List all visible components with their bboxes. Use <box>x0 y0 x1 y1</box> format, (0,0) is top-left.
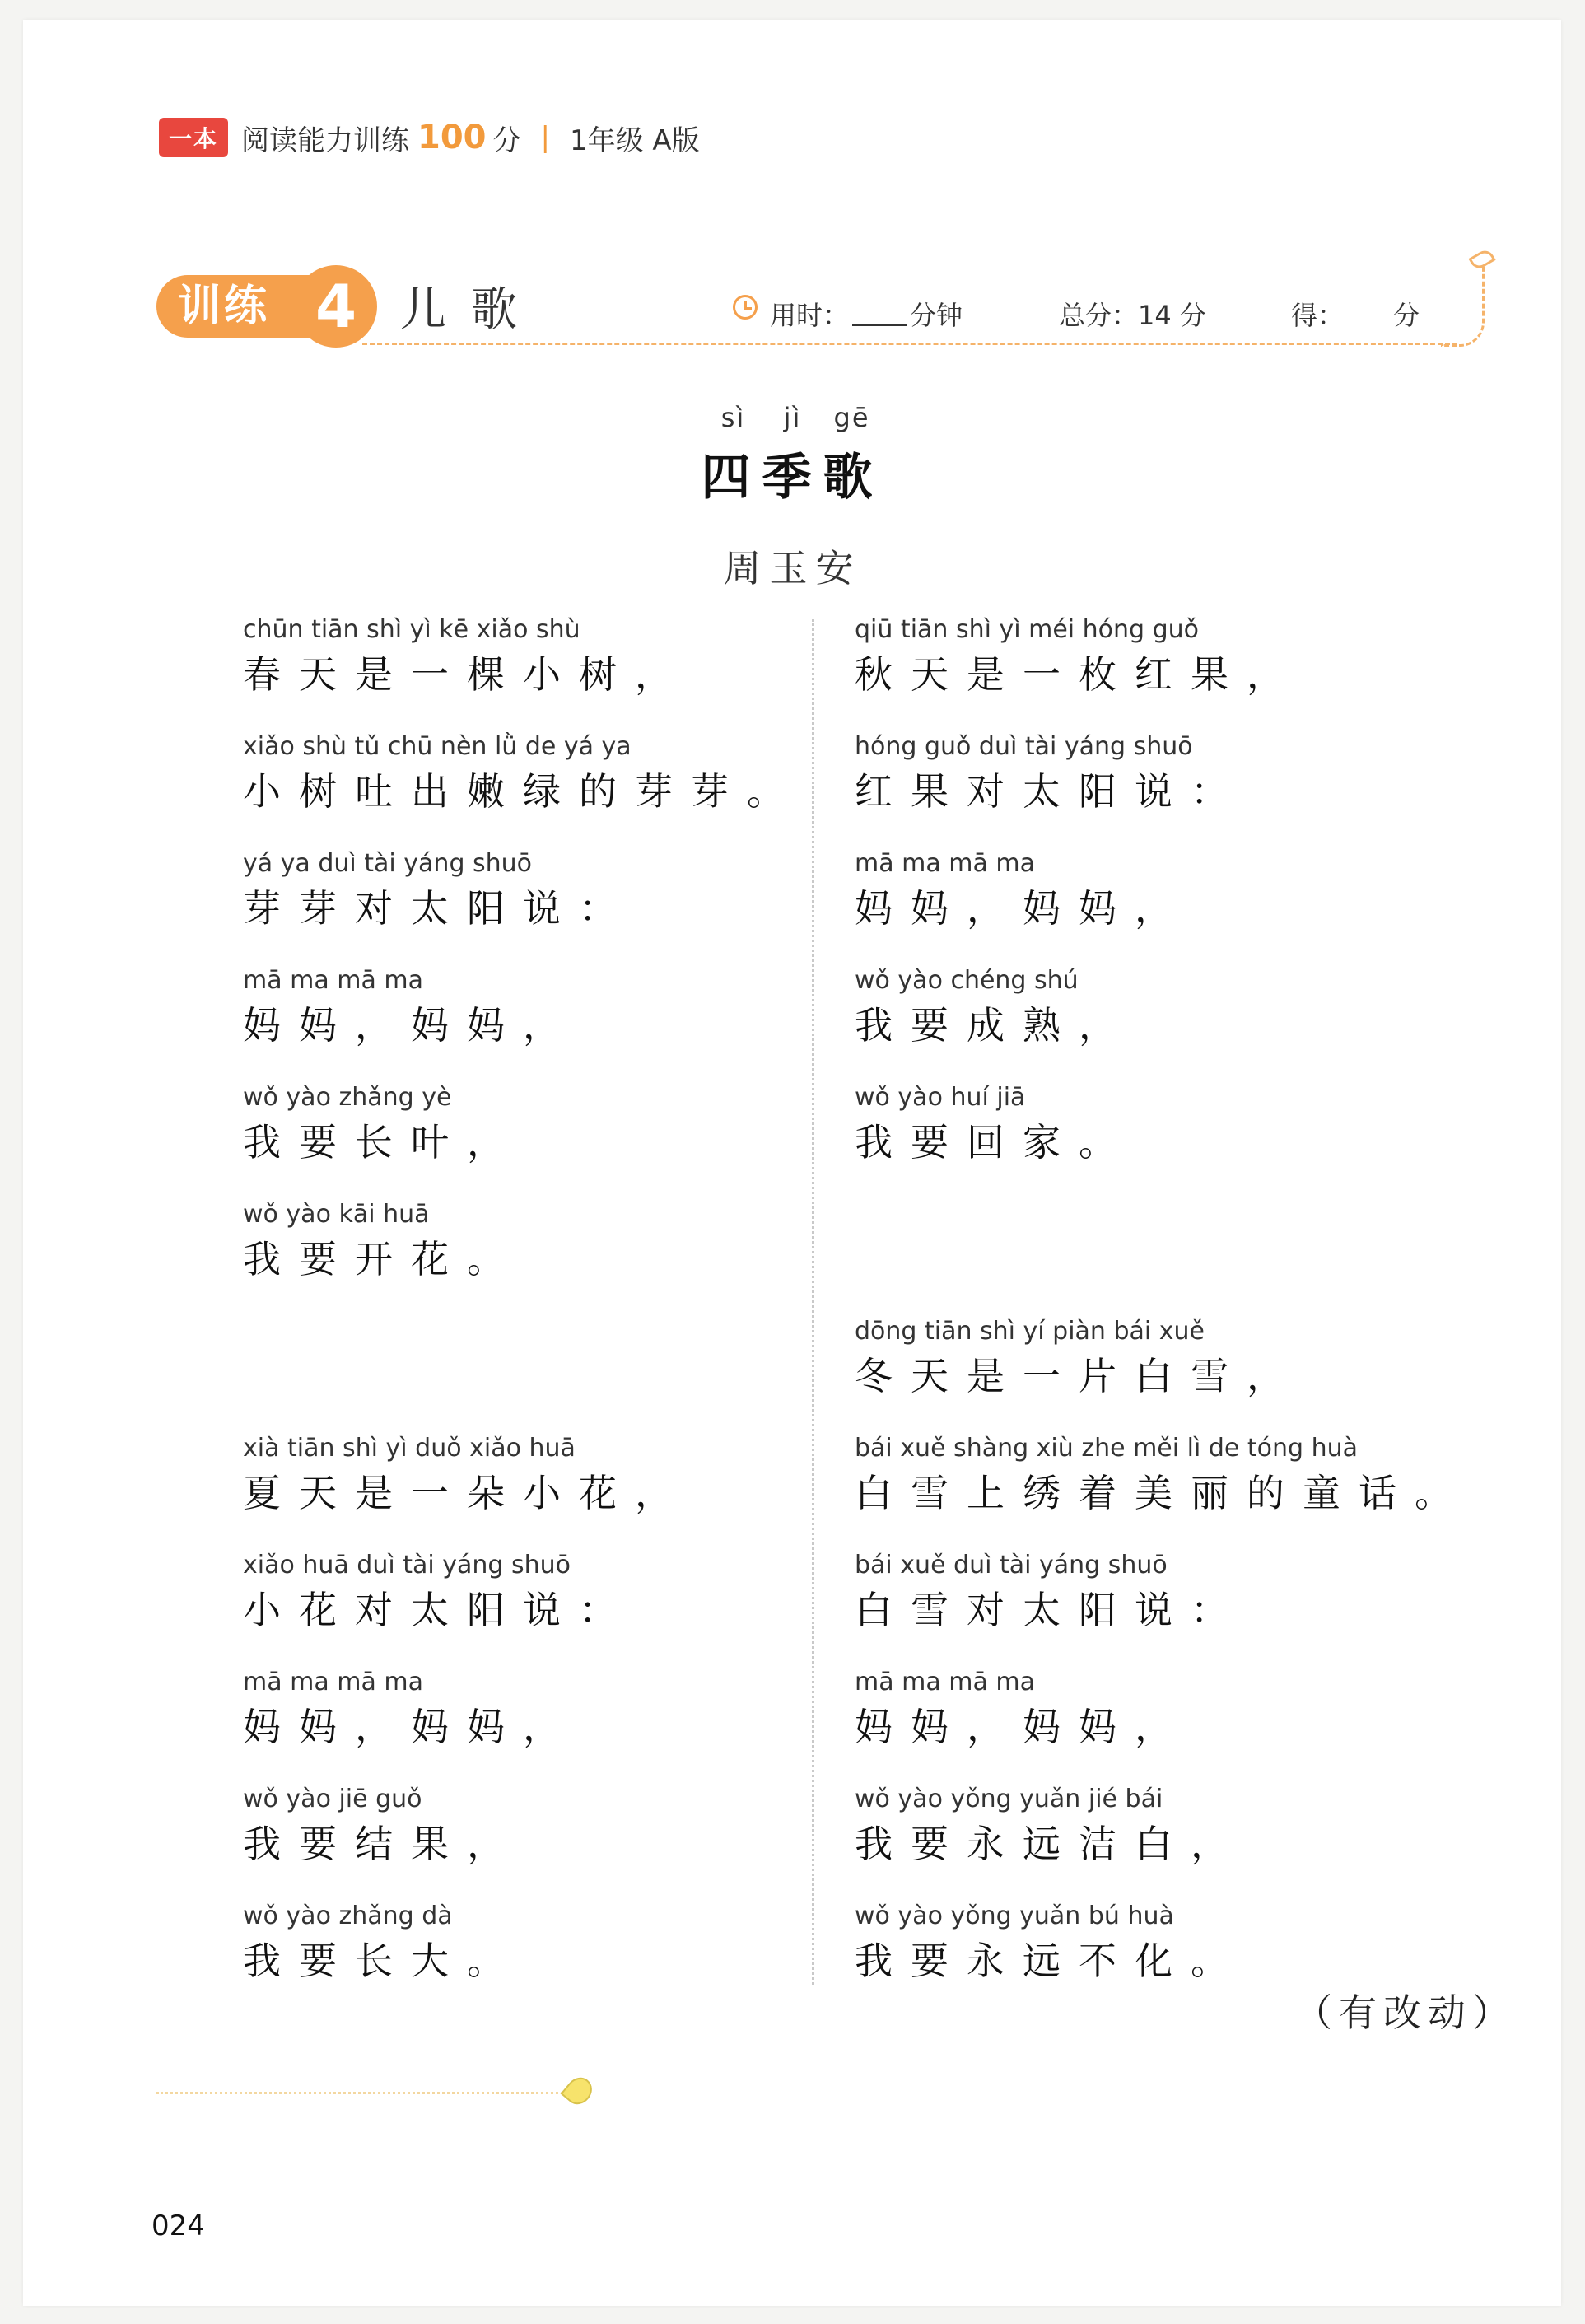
line-pinyin: wǒ yào zhǎng dà <box>243 1902 453 1930</box>
line-text: 我要永远不化。 <box>855 1939 1247 1983</box>
header-separator: | <box>540 121 550 154</box>
line-text: 夏天是一朵小花， <box>243 1471 691 1515</box>
line-pinyin: xiǎo shù tǔ chū nèn lǜ de yá ya <box>243 732 632 761</box>
line-pinyin: wǒ yào yǒng yuǎn jié bái <box>855 1785 1163 1813</box>
line-text: 妈妈，妈妈， <box>855 886 1191 931</box>
series-score-unit: 分 <box>492 124 521 157</box>
line-text: 白雪上绣着美丽的童话。 <box>855 1471 1471 1515</box>
poem-line <box>243 614 869 730</box>
line-pinyin: yá ya duì tài yáng shuō <box>243 849 533 878</box>
lesson-number: 4 <box>295 265 377 348</box>
line-pinyin: mā ma mā ma <box>855 1668 1036 1696</box>
line-text: 我要长叶， <box>243 1120 523 1164</box>
poem-line <box>243 1549 869 1666</box>
line-pinyin: bái xuě shàng xiù zhe měi lì de tóng huà <box>855 1434 1358 1463</box>
poem-line <box>243 1783 869 1900</box>
poem-line <box>855 1432 1480 1549</box>
line-text: 我要开花。 <box>243 1237 523 1281</box>
line-text: 芽芽对太阳说： <box>243 886 635 931</box>
series-title: 阅读能力训练 <box>241 124 410 157</box>
earned-label: 得： <box>1291 300 1345 331</box>
line-text: 秋天是一枚红果， <box>855 652 1303 697</box>
line-pinyin: wǒ yào jiē guǒ <box>243 1785 422 1813</box>
lesson-bar <box>156 265 1474 356</box>
earned-score-field <box>1291 295 1420 333</box>
poem-line <box>855 1783 1480 1900</box>
time-field <box>770 295 963 333</box>
poem-line <box>855 730 1480 847</box>
line-pinyin: mā ma mā ma <box>243 1668 424 1696</box>
earned-unit: 分 <box>1393 300 1420 331</box>
line-pinyin: wǒ yào chéng shú <box>855 966 1079 995</box>
line-text: 我要结果， <box>243 1822 523 1866</box>
title-pinyin-syllable: jì <box>783 402 802 433</box>
poem-line <box>855 1081 1480 1198</box>
line-text: 我要成熟， <box>855 1003 1135 1048</box>
stanza-gap <box>855 1198 1480 1315</box>
line-pinyin: wǒ yào kāi huā <box>243 1200 430 1229</box>
line-pinyin: wǒ yào huí jiā <box>855 1083 1026 1112</box>
time-blank[interactable] <box>852 305 907 326</box>
line-text: 妈妈，妈妈， <box>243 1003 579 1048</box>
book-header <box>159 117 700 158</box>
clock-icon <box>733 295 758 320</box>
dashed-curve <box>1441 265 1485 347</box>
poem-line <box>243 1666 869 1783</box>
poem-line <box>243 1900 869 2017</box>
poem-left-column <box>243 614 869 2017</box>
adaptation-note: （有改动） <box>1294 1990 1517 2035</box>
series-score: 100 <box>417 119 487 156</box>
line-text: 春天是一棵小树， <box>243 652 691 697</box>
line-pinyin: hóng guǒ duì tài yáng shuō <box>855 732 1193 761</box>
total-score: 总分：14 分 <box>1059 300 1206 331</box>
poem-author: 周玉安 <box>723 546 862 590</box>
brand-logo: 一本 <box>159 118 228 157</box>
time-unit: 分钟 <box>910 300 963 331</box>
line-text: 冬天是一片白雪， <box>855 1354 1303 1398</box>
line-text: 白雪对太阳说： <box>855 1588 1247 1632</box>
time-label: 用时： <box>770 300 850 331</box>
line-pinyin: mā ma mā ma <box>855 849 1036 878</box>
column-divider <box>812 619 814 1985</box>
line-pinyin: bái xuě duì tài yáng shuō <box>855 1551 1168 1580</box>
lesson-type: 儿歌 <box>400 283 542 337</box>
line-pinyin: chūn tiān shì yì kē xiǎo shù <box>243 615 580 644</box>
poem-line <box>855 1315 1480 1432</box>
line-pinyin: xià tiān shì yì duǒ xiǎo huā <box>243 1434 576 1463</box>
line-pinyin: qiū tiān shì yì méi hóng guǒ <box>855 615 1200 644</box>
line-pinyin: xiǎo huā duì tài yáng shuō <box>243 1551 571 1580</box>
line-text: 红果对太阳说： <box>855 769 1247 814</box>
edition-label: 1年级 A版 <box>569 124 700 157</box>
poem-line <box>855 1549 1480 1666</box>
poem-heading <box>0 402 1585 593</box>
title-pinyin-syllable: sì <box>720 402 746 433</box>
dashed-divider <box>362 343 1457 345</box>
footer-dotted-line <box>156 2092 568 2094</box>
title-pinyin-syllable: gē <box>833 402 870 433</box>
poem-line <box>243 847 869 964</box>
line-text: 我要永远洁白， <box>855 1822 1247 1866</box>
poem-line <box>855 964 1480 1081</box>
line-pinyin: dōng tiān shì yí piàn bái xuě <box>855 1317 1205 1346</box>
page-number: 024 <box>152 2210 205 2242</box>
line-text: 妈妈，妈妈， <box>855 1705 1191 1749</box>
poem-line <box>243 1198 869 1315</box>
poem-line <box>855 614 1480 730</box>
poem-line <box>855 1666 1480 1783</box>
line-text: 妈妈，妈妈， <box>243 1705 579 1749</box>
poem-line <box>243 730 869 847</box>
line-text: 我要长大。 <box>243 1939 523 1983</box>
line-text: 小树吐出嫩绿的芽芽。 <box>243 769 803 814</box>
poem-line <box>855 847 1480 964</box>
title-pinyin <box>0 402 1585 433</box>
stanza-gap <box>243 1315 869 1432</box>
line-pinyin: wǒ yào zhǎng yè <box>243 1083 452 1112</box>
poem-line <box>243 964 869 1081</box>
line-text: 小花对太阳说： <box>243 1588 635 1632</box>
poem-line <box>243 1432 869 1549</box>
line-pinyin: mā ma mā ma <box>243 966 424 995</box>
line-pinyin: wǒ yào yǒng yuǎn bú huà <box>855 1902 1174 1930</box>
poem-line <box>243 1081 869 1198</box>
poem-right-column <box>855 614 1480 2017</box>
poem-title: 四季歌 <box>701 449 884 506</box>
lesson-badge-label: 训练 <box>178 282 271 331</box>
line-text: 我要回家。 <box>855 1120 1135 1164</box>
